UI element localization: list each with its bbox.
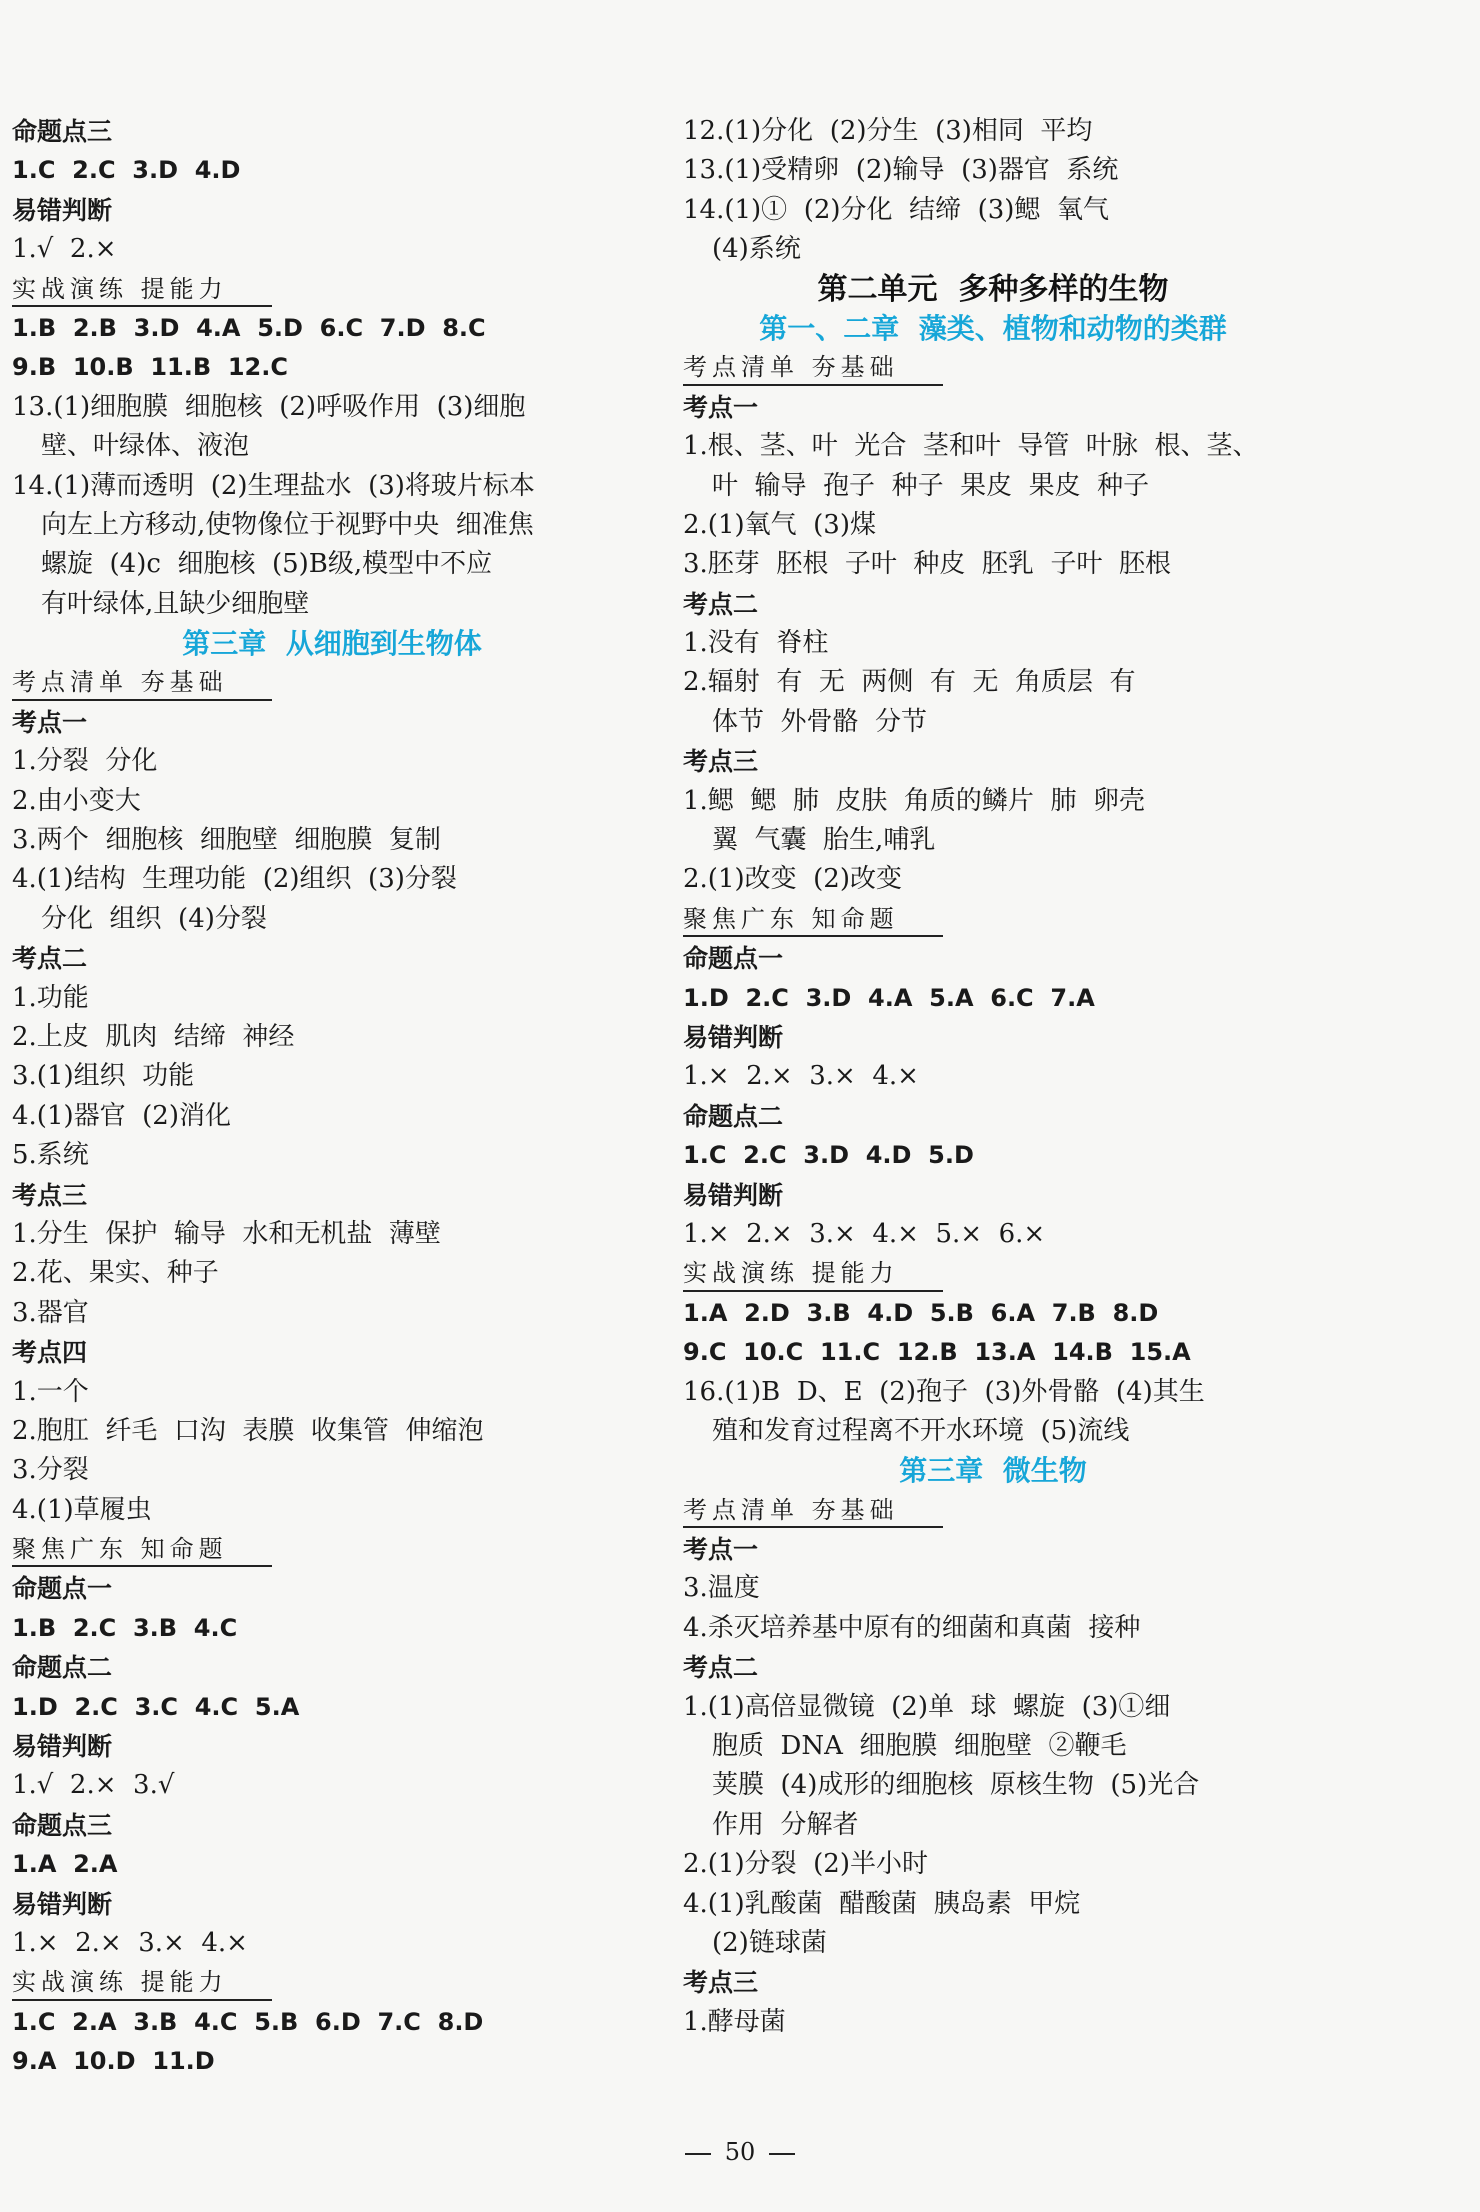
section-heading: 考点一 — [683, 392, 759, 422]
answer-line: 1.C 2.A 3.B 4.C 5.B 6.D 7.C 8.D — [12, 2007, 484, 2036]
section-badge: 聚焦广东 知命题 — [683, 900, 1303, 939]
section-heading: 考点二 — [12, 944, 88, 974]
section-heading: 考点三 — [12, 1180, 88, 1210]
text-line-continued: (2)链球菌 — [712, 1927, 827, 1958]
text-line: 1.鳃 鳃 肺 皮肤 角质的鳞片 肺 卵壳 — [683, 785, 1145, 816]
text-line-continued: 胞质 DNA 细胞膜 细胞壁 ②鞭毛 — [712, 1731, 1127, 1762]
text-line: 1.× 2.× 3.× 4.× 5.× 6.× — [683, 1218, 1046, 1249]
text-line: 1.功能 — [12, 982, 89, 1013]
text-line: 3.温度 — [683, 1573, 760, 1604]
section-heading: 易错判断 — [683, 1022, 784, 1052]
section-heading: 考点二 — [683, 589, 759, 619]
answer-line: 1.A 2.D 3.B 4.D 5.B 6.A 7.B 8.D — [683, 1298, 1159, 1327]
text-line-continued: 荚膜 (4)成形的细胞核 原核生物 (5)光合 — [712, 1770, 1200, 1801]
text-line: 4.(1)乳酸菌 醋酸菌 胰岛素 甲烷 — [683, 1888, 1081, 1919]
section-badge: 实战演练 提能力 — [683, 1254, 1303, 1293]
section-badge: 实战演练 提能力 — [12, 270, 652, 309]
answer-line: 1.D 2.C 3.C 4.C 5.A — [12, 1692, 300, 1721]
text-line: 1.× 2.× 3.× 4.× — [683, 1061, 919, 1092]
section-heading: 命题点一 — [683, 944, 784, 974]
text-line-continued: 有叶绿体,且缺少细胞壁 — [41, 588, 310, 619]
section-badge: 考点清单 夯基础 — [683, 348, 1303, 387]
text-line: 3.两个 细胞核 细胞壁 细胞膜 复制 — [12, 825, 441, 856]
text-line: 2.胞肛 纤毛 口沟 表膜 收集管 伸缩泡 — [12, 1415, 484, 1446]
text-line: 4.(1)结构 生理功能 (2)组织 (3)分裂 — [12, 864, 457, 895]
section-badge: 聚焦广东 知命题 — [12, 1530, 652, 1569]
section-heading: 易错判断 — [683, 1180, 784, 1210]
text-line: 1.根、茎、叶 光合 茎和叶 导管 叶脉 根、茎、 — [683, 431, 1259, 462]
text-line: 16.(1)B D、E (2)孢子 (3)外骨骼 (4)其生 — [683, 1376, 1205, 1407]
text-line-continued: 体节 外骨骼 分节 — [712, 706, 928, 737]
section-heading: 易错判断 — [12, 1732, 113, 1762]
chapter-title: 第三章 从细胞到生物体 — [182, 627, 482, 661]
text-line: 5.系统 — [12, 1140, 89, 1171]
chapter-title: 第三章 微生物 — [899, 1454, 1087, 1488]
text-line: 3.分裂 — [12, 1455, 89, 1486]
text-line-continued: 作用 分解者 — [712, 1809, 859, 1840]
answer-line: 1.D 2.C 3.D 4.A 5.A 6.C 7.A — [683, 983, 1095, 1012]
text-line: 14.(1)薄而透明 (2)生理盐水 (3)将玻片标本 — [12, 470, 535, 501]
text-line: 1.一个 — [12, 1376, 89, 1407]
text-line: 2.上皮 肌肉 结缔 神经 — [12, 1021, 295, 1052]
section-heading: 命题点三 — [12, 117, 113, 146]
text-line-continued: 分化 组织 (4)分裂 — [41, 903, 267, 934]
text-line: 1.√ 2.× 3.√ — [12, 1770, 175, 1801]
text-line: 2.(1)改变 (2)改变 — [683, 864, 902, 895]
section-heading: 命题点三 — [12, 1810, 113, 1840]
unit-title: 第二单元 多种多样的生物 — [817, 271, 1169, 307]
text-line: 3.胚芽 胚根 子叶 种皮 胚乳 子叶 胚根 — [683, 549, 1171, 580]
text-line: 2.由小变大 — [12, 785, 141, 816]
footer-dash-right — [769, 2153, 795, 2155]
answer-line: 1.C 2.C 3.D 4.D 5.D — [683, 1141, 974, 1170]
text-line: 4.(1)草履虫 — [12, 1494, 152, 1525]
section-heading: 考点一 — [12, 707, 88, 737]
section-heading: 考点四 — [12, 1338, 88, 1368]
text-line: 1.分裂 分化 — [12, 746, 158, 777]
text-line: 1.√ 2.× — [12, 234, 117, 265]
text-line-continued: 翼 气囊 胎生,哺乳 — [712, 825, 936, 856]
text-line: 1.没有 脊柱 — [683, 628, 829, 659]
text-line: 13.(1)受精卵 (2)输导 (3)器官 系统 — [683, 155, 1119, 186]
answer-line: 1.B 2.B 3.D 4.A 5.D 6.C 7.D 8.C — [12, 313, 486, 342]
text-line-continued: 壁、叶绿体、液泡 — [41, 431, 250, 462]
right-column — [683, 112, 1303, 2042]
page-number: 50 — [724, 2138, 756, 2166]
answer-line: 1.C 2.C 3.D 4.D — [12, 156, 241, 185]
section-heading: 命题点二 — [683, 1101, 784, 1131]
answer-line: 9.C 10.C 11.C 12.B 13.A 14.B 15.A — [683, 1338, 1191, 1367]
page-footer — [0, 2138, 1480, 2166]
section-badge: 考点清单 夯基础 — [683, 1491, 1303, 1530]
text-line: 1.(1)高倍显微镜 (2)单 球 螺旋 (3)①细 — [683, 1691, 1171, 1722]
text-line-continued: (4)系统 — [712, 234, 801, 265]
text-line-continued: 螺旋 (4)c 细胞核 (5)B级,模型中不应 — [41, 549, 493, 580]
text-line-continued: 向左上方移动,使物像位于视野中央 细准焦 — [41, 509, 534, 540]
left-column — [12, 112, 652, 2082]
chapter-title: 第一、二章 藻类、植物和动物的类群 — [759, 311, 1227, 345]
text-line: 1.× 2.× 3.× 4.× — [12, 1927, 248, 1958]
section-heading: 考点三 — [683, 1968, 759, 1998]
answer-line: 1.A 2.A — [12, 1850, 118, 1879]
section-heading: 考点三 — [683, 747, 759, 777]
section-badge: 考点清单 夯基础 — [12, 663, 652, 702]
text-line: 13.(1)细胞膜 细胞核 (2)呼吸作用 (3)细胞 — [12, 391, 526, 422]
text-line: 14.(1)① (2)分化 结缔 (3)鳃 氧气 — [683, 194, 1109, 225]
text-line: 4.(1)器官 (2)消化 — [12, 1100, 231, 1131]
answer-line: 9.B 10.B 11.B 12.C — [12, 353, 288, 382]
section-heading: 命题点二 — [12, 1653, 113, 1683]
text-line: 2.辐射 有 无 两侧 有 无 角质层 有 — [683, 667, 1136, 698]
text-line: 4.杀灭培养基中原有的细菌和真菌 接种 — [683, 1612, 1141, 1643]
section-heading: 易错判断 — [12, 195, 113, 225]
text-line: 3.(1)组织 功能 — [12, 1061, 195, 1092]
footer-dash-left — [685, 2153, 711, 2155]
text-line: 12.(1)分化 (2)分生 (3)相同 平均 — [683, 116, 1093, 146]
text-line: 2.花、果实、种子 — [12, 1258, 219, 1289]
section-heading: 命题点一 — [12, 1574, 113, 1604]
text-line: 2.(1)分裂 (2)半小时 — [683, 1849, 928, 1880]
text-line-continued: 殖和发育过程离不开水环境 (5)流线 — [712, 1415, 1130, 1446]
section-badge: 实战演练 提能力 — [12, 1963, 652, 2002]
text-line: 2.(1)氧气 (3)煤 — [683, 509, 876, 540]
section-heading: 考点二 — [683, 1653, 759, 1683]
text-line: 3.器官 — [12, 1297, 89, 1328]
section-heading: 易错判断 — [12, 1889, 113, 1919]
answer-line: 1.B 2.C 3.B 4.C — [12, 1613, 238, 1642]
text-line-continued: 叶 输导 孢子 种子 果皮 果皮 种子 — [712, 470, 1150, 501]
text-line: 1.酵母菌 — [683, 2006, 786, 2037]
section-heading: 考点一 — [683, 1535, 759, 1565]
text-line: 1.分生 保护 输导 水和无机盐 薄壁 — [12, 1218, 441, 1249]
answer-line: 9.A 10.D 11.D — [12, 2047, 215, 2076]
